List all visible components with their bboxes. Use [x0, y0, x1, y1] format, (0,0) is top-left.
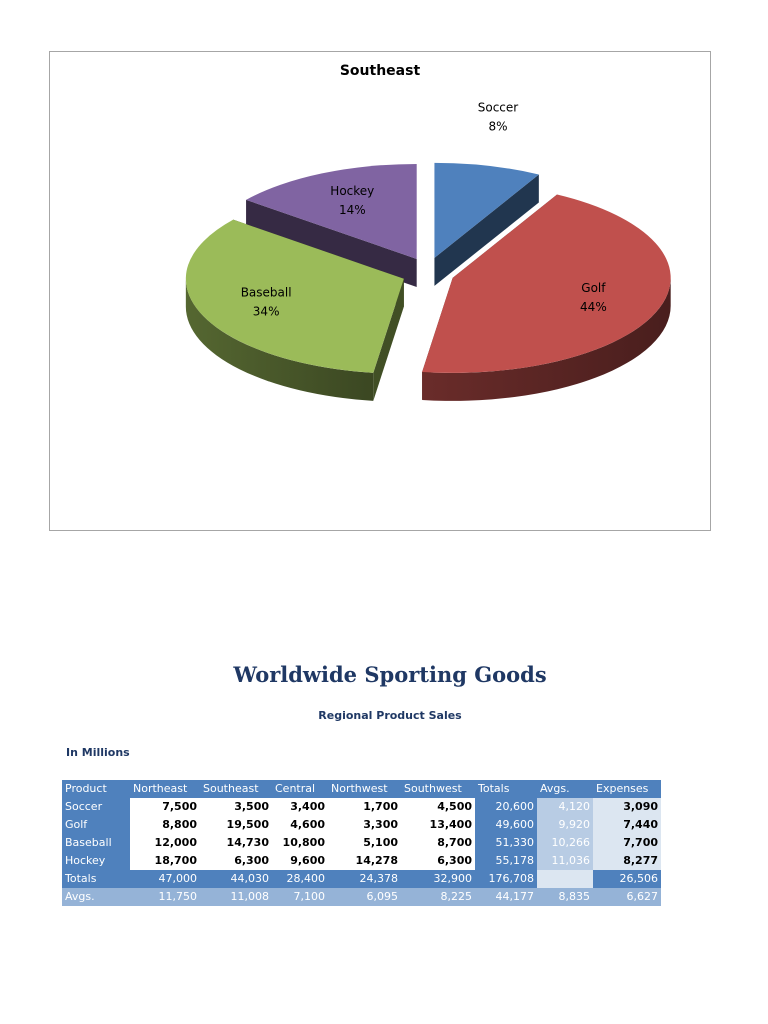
header-southeast: Southeast: [200, 780, 272, 798]
cell-northwest: 3,300: [328, 816, 401, 834]
cell-southeast: 6,300: [200, 852, 272, 870]
cell-northeast: 8,800: [130, 816, 200, 834]
cell-totals: 49,600: [475, 816, 537, 834]
slice-percent-label-golf: 44%: [580, 300, 607, 315]
row-label: Avgs.: [62, 888, 130, 906]
cell-northeast: 12,000: [130, 834, 200, 852]
slice-category-label-golf: Golf: [581, 281, 606, 296]
cell-northwest: 24,378: [328, 870, 401, 888]
cell-central: 7,100: [272, 888, 328, 906]
cell-totals: 20,600: [475, 798, 537, 816]
cell-expenses: 7,700: [593, 834, 661, 852]
cell-northeast: 47,000: [130, 870, 200, 888]
cell-southwest: 4,500: [401, 798, 475, 816]
sales-table: [62, 780, 661, 906]
cell-northwest: 5,100: [328, 834, 401, 852]
cell-southeast: 19,500: [200, 816, 272, 834]
header-northeast: Northeast: [130, 780, 200, 798]
cell-avgs: [537, 870, 593, 888]
cell-southwest: 8,225: [401, 888, 475, 906]
cell-northwest: 1,700: [328, 798, 401, 816]
cell-expenses: 3,090: [593, 798, 661, 816]
cell-southeast: 44,030: [200, 870, 272, 888]
cell-southeast: 3,500: [200, 798, 272, 816]
cell-expenses: 6,627: [593, 888, 661, 906]
cell-central: 10,800: [272, 834, 328, 852]
table-row: [62, 834, 661, 852]
slice-percent-label-soccer: 8%: [488, 119, 508, 134]
report-subtitle: Regional Product Sales: [318, 709, 462, 722]
cell-northeast: 7,500: [130, 798, 200, 816]
cell-central: 3,400: [272, 798, 328, 816]
units-label: In Millions: [66, 746, 130, 759]
slice-percent-label-hockey: 14%: [338, 202, 366, 217]
cell-southeast: 14,730: [200, 834, 272, 852]
cell-northwest: 6,095: [328, 888, 401, 906]
slice-category-label-soccer: Soccer: [477, 100, 519, 115]
cell-totals: 55,178: [475, 852, 537, 870]
cell-northeast: 18,700: [130, 852, 200, 870]
slice-category-label-baseball: Baseball: [240, 285, 292, 300]
cell-northwest: 14,278: [328, 852, 401, 870]
cell-southwest: 8,700: [401, 834, 475, 852]
cell-southwest: 13,400: [401, 816, 475, 834]
cell-central: 28,400: [272, 870, 328, 888]
cell-expenses: 8,277: [593, 852, 661, 870]
row-label: Hockey: [62, 852, 130, 870]
header-totals: Totals: [475, 780, 537, 798]
cell-central: 4,600: [272, 816, 328, 834]
header-avgs: Avgs.: [537, 780, 593, 798]
row-label: Soccer: [62, 798, 130, 816]
cell-avgs: 11,036: [537, 852, 593, 870]
slice-percent-label-baseball: 34%: [252, 304, 280, 319]
header-expenses: Expenses: [593, 780, 661, 798]
row-label: Golf: [62, 816, 130, 834]
slice-category-label-hockey: Hockey: [330, 183, 375, 198]
cell-expenses: 26,506: [593, 870, 661, 888]
header-southwest: Southwest: [401, 780, 475, 798]
cell-totals: 44,177: [475, 888, 537, 906]
pie-chart-container: [49, 51, 711, 531]
cell-totals: 176,708: [475, 870, 537, 888]
table-row: [62, 816, 661, 834]
cell-totals: 51,330: [475, 834, 537, 852]
table-header-row: [62, 780, 661, 798]
header-northwest: Northwest: [328, 780, 401, 798]
header-product: Product: [62, 780, 130, 798]
pie-chart: [50, 52, 712, 532]
cell-southwest: 32,900: [401, 870, 475, 888]
cell-southeast: 11,008: [200, 888, 272, 906]
chart-title: Southeast: [339, 63, 421, 79]
header-central: Central: [272, 780, 328, 798]
cell-avgs: 8,835: [537, 888, 593, 906]
table-row: [62, 798, 661, 816]
report-title: Worldwide Sporting Goods: [233, 662, 547, 687]
cell-avgs: 10,266: [537, 834, 593, 852]
cell-northeast: 11,750: [130, 888, 200, 906]
cell-expenses: 7,440: [593, 816, 661, 834]
cell-central: 9,600: [272, 852, 328, 870]
averages-row: [62, 888, 661, 906]
cell-southwest: 6,300: [401, 852, 475, 870]
table-row: [62, 852, 661, 870]
row-label: Baseball: [62, 834, 130, 852]
totals-row: [62, 870, 661, 888]
cell-avgs: 9,920: [537, 816, 593, 834]
cell-avgs: 4,120: [537, 798, 593, 816]
row-label: Totals: [62, 870, 130, 888]
